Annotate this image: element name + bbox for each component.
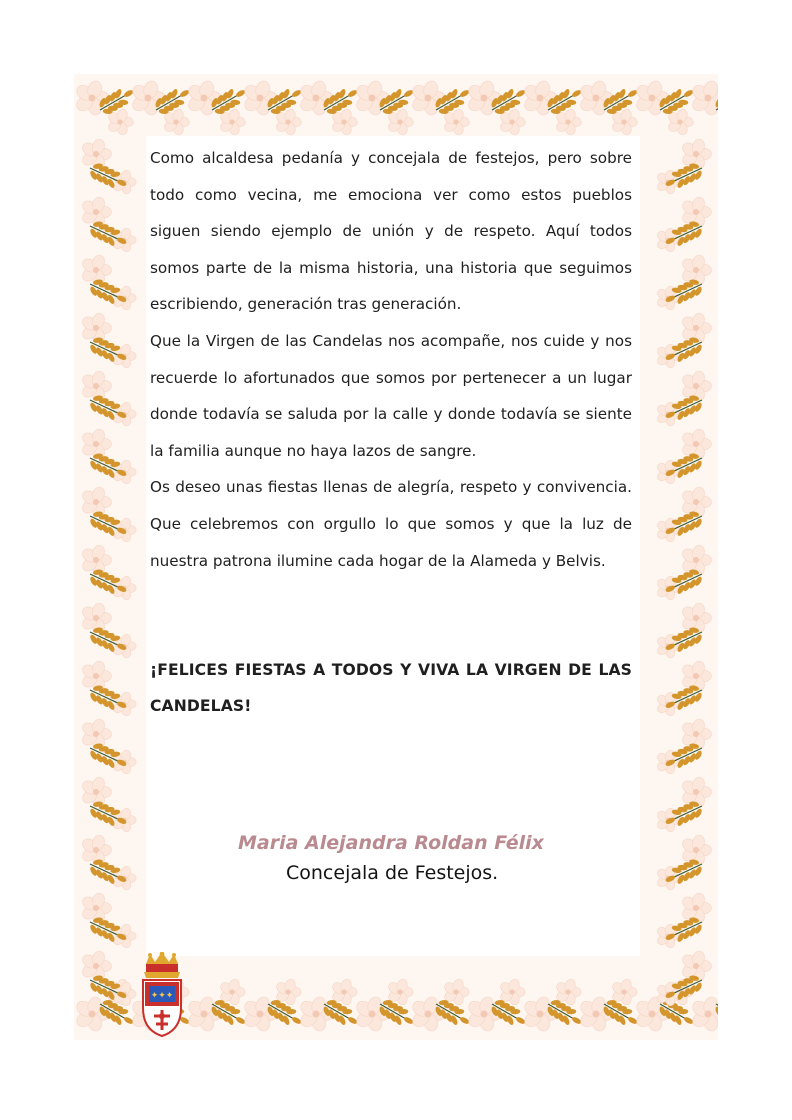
signature-role: Concejala de Festejos.: [286, 862, 499, 884]
flower-decoration: [690, 79, 718, 117]
festive-greeting: ¡FELICES FIESTAS A TODOS Y VIVA LA VIRGEN DE LAS CANDELAS!: [150, 661, 632, 715]
letter-body: [150, 140, 632, 579]
letter-paragraph-1: Como alcaldesa pedanía y concejala de festejos, pero sobre todo como vecina, me emociona ver como estos pueblos siguen siendo ejemplo de unión y de respeto. Aquí todos somos parte de la misma historia, una historia que seguimos escribiendo, generación tras generación.: [150, 149, 632, 314]
letter-paragraph-3: Os deseo unas fiestas llenas de alegría, respeto y convivencia. Que celebremos con orgullo lo que somos y que la luz de nuestra patrona ilumine cada hogar de la Alameda y Belvis.: [150, 478, 632, 570]
svg-text:✦✦✦: ✦✦✦: [150, 991, 174, 1001]
letter-paragraph-2: Que la Virgen de las Candelas nos acompañe, nos cuide y nos recuerde lo afortunados que somos por pertenecer a un lugar donde todavía se saluda por la calle y donde todavía se siente la familia aunque no haya lazos de sangre.: [150, 331, 632, 460]
coat-of-arms-icon: [138, 952, 186, 1038]
signature-name: Maria Alejandra Roldan Félix: [238, 832, 544, 854]
flower-decoration: [690, 995, 718, 1033]
